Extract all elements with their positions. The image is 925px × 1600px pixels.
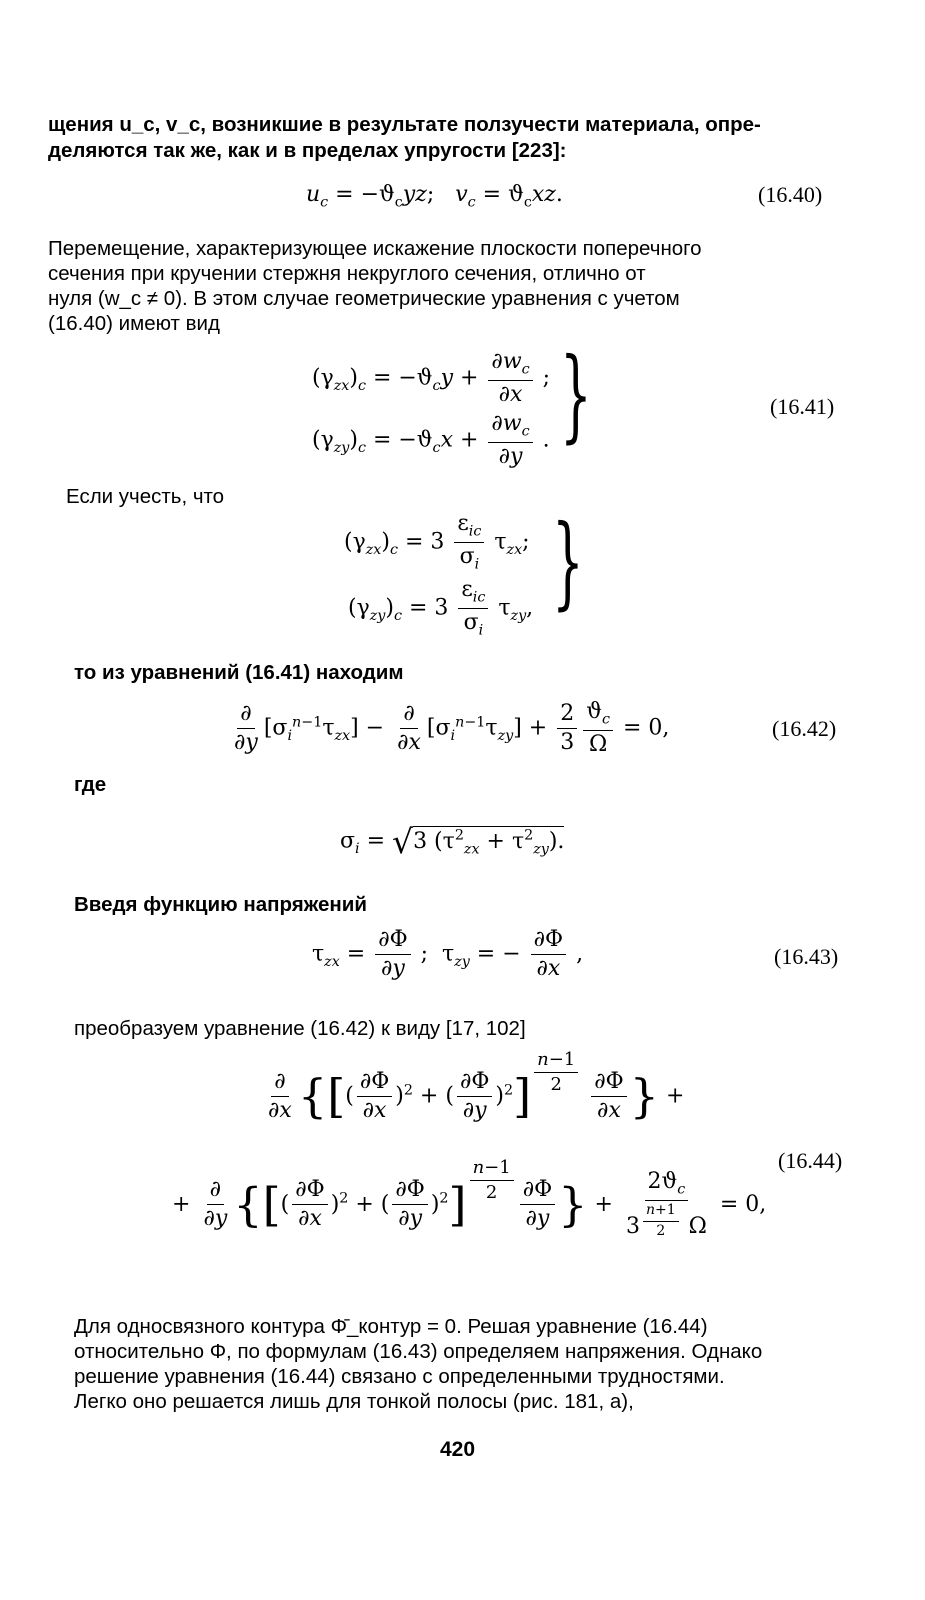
text-line: преобразуем уравнение (16.42) к виду [17, 102] [74, 1017, 526, 1040]
text-line: щения u_c, v_c, возникшие в результате ползучести материала, опре- [48, 113, 761, 136]
equation-strain-1: $(\gamma_{zx})_c = 3$ $\frac{\varepsilon_{ic}}{\sigma_i}$ $\tau_{zx}$; [344, 511, 530, 573]
text-line: где [74, 773, 107, 796]
page-number: 420 [440, 1438, 476, 1461]
equation-16-41-line2: $(\gamma_{zy})_c = -ϑ_cx$ + $\frac{\partial w_c}{\partial y}$ . [312, 411, 550, 470]
equation-strain-2: $(\gamma_{zy})_c = 3$ $\frac{\varepsilon_{ic}}{\sigma_i}$ $\tau_{zy}$, [348, 577, 534, 639]
brace-icon: } [560, 336, 592, 453]
equation-number: (16.41) [770, 394, 835, 419]
text-line: (16.40) имеют вид [48, 312, 220, 335]
text-line: Если учесть, что [66, 485, 225, 508]
text-line: Перемещение, характеризующее искажение плоскости поперечного [48, 237, 702, 260]
equation-number: (16.43) [774, 944, 839, 969]
text-line: нуля (w_c ≠ 0). В этом случае геометрические уравнения с учетом [48, 287, 680, 310]
text-line: Введя функцию напряжений [74, 893, 367, 916]
equation-16-40: $u_c = -ϑ_cyz$; $v_c = ϑ_cxz$. [306, 182, 563, 211]
text-line: Для односвязного контура Φ̄_контур = 0. Решая уравнение (16.44) [74, 1315, 708, 1338]
equation-number: (16.44) [778, 1148, 843, 1173]
equation-16-44-line1: $\frac{\partial}{\partial x}$ {[( $\frac{\partial\Phi}{\partial x}$ )$^2$ + ( $\frac{\partial\Phi}{\partial y}$ )$^2$] $^{\frac{n-1}{2}}$ $\frac{\partial\Phi}{\partial x}$ } + [268, 1049, 685, 1124]
text-line: относительно Φ, по формулам (16.43) определяем напряжения. Однако [74, 1340, 763, 1363]
equation-16-43: $\tau_{zx}$ = $\frac{\partial\Phi}{\partial y}$ ; $\tau_{zy}$ = − $\frac{\partial\Phi}{\partial x}$ , [312, 927, 584, 982]
equation-16-41-line1: $(\gamma_{zx})_c = -ϑ_cy$ + $\frac{\partial w_c}{\partial x}$ ; [312, 349, 551, 408]
equation-number: (16.42) [772, 716, 837, 741]
equation-number: (16.40) [758, 182, 823, 207]
text-line: то из уравнений (16.41) находим [74, 661, 404, 684]
text-line: Легко оно решается лишь для тонкой полосы (рис. 181, а), [74, 1390, 634, 1413]
text-line: деляются так же, как и в пределах упругости [223]: [48, 139, 567, 162]
brace-icon: } [552, 503, 584, 620]
equation-sigma-i: $\sigma_i = √3$ $(\tau^2_{zx} + \tau^2_{zy})$. [340, 822, 565, 861]
equation-16-44-line2: + $\frac{\partial}{\partial y}$ {[( $\frac{\partial\Phi}{\partial x}$ )$^2$ + ( $\frac{\partial\Phi}{\partial y}$ )$^2$] $^{\frac{n-1}{2}}$ $\frac{\partial\Phi}{\partial y}$ } + $2ϑ_c$ 3 $^{\frac{n+1}{2}}$ Ω = 0, [172, 1157, 767, 1240]
text-line: сечения при кручении стержня некруглого сечения, отлично от [48, 262, 646, 285]
equation-16-42: $\frac{\partial}{\partial y}$ $[\sigma_i^{n-1}\tau_{zx}]$ − $\frac{\partial}{\partial x}$ $[\sigma_i^{n-1}\tau_{zy}]$ + $\frac{2}{3}$ $\frac{ϑ_c}{\Omega}$ = 0, [234, 699, 670, 758]
text-line: решение уравнения (16.44) связано с определенными трудностями. [74, 1365, 725, 1388]
